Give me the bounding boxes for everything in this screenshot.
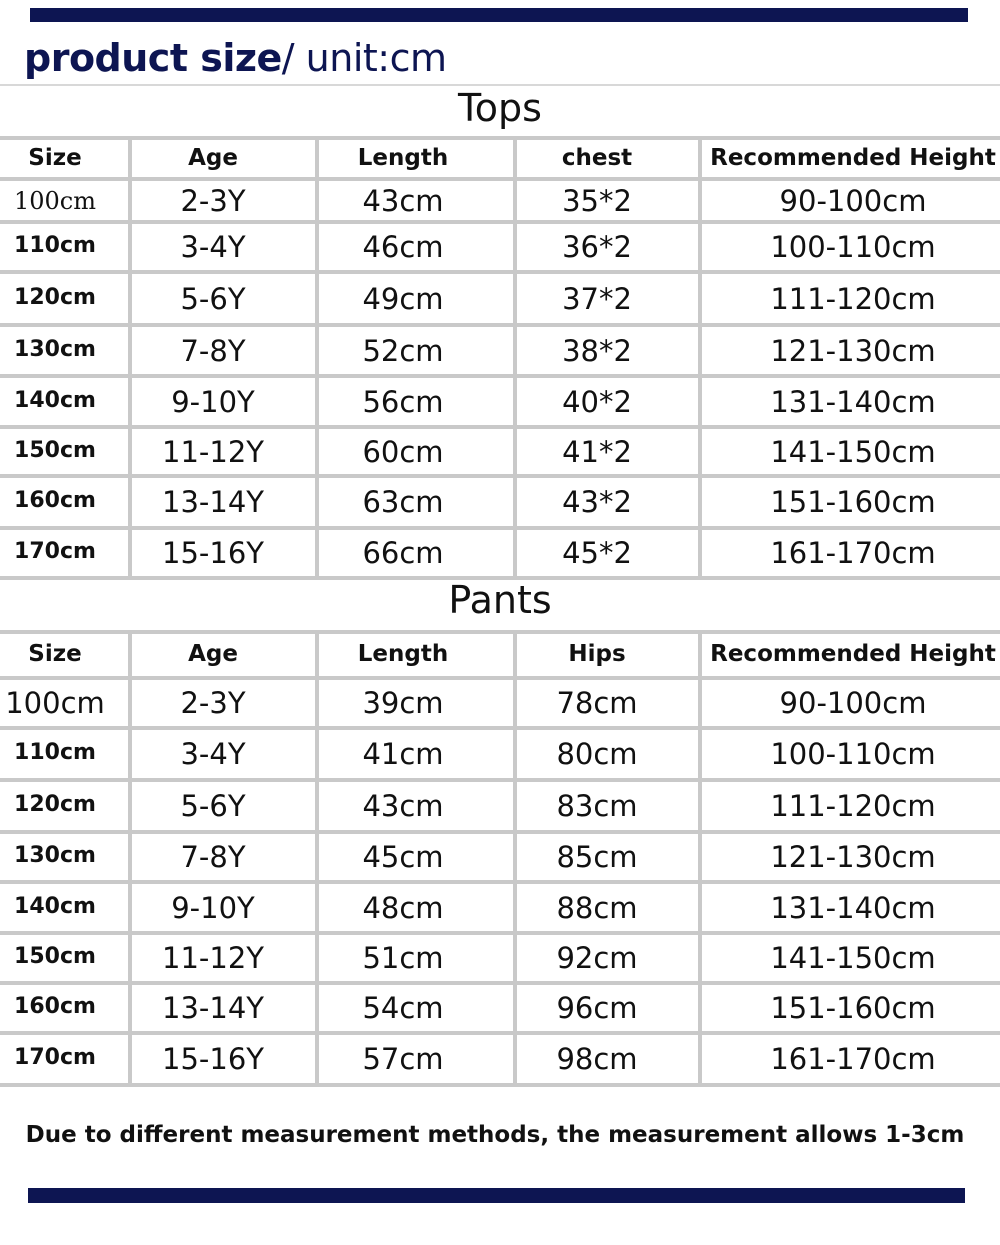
pants-header-measure: Hips — [568, 641, 626, 667]
tops-cell-size: 170cm — [14, 539, 96, 564]
pants-cell-age: 9-10Y — [171, 890, 255, 925]
tops-cell-measure: 38*2 — [562, 333, 632, 368]
tops-cell-age: 3-4Y — [180, 230, 246, 264]
tops-cell-size: 100cm — [13, 186, 97, 215]
tops-cell-length: 60cm — [362, 434, 444, 469]
pants-cell-recommended-height: 100-110cm — [770, 737, 936, 771]
tops-header-length: Length — [357, 144, 449, 171]
tops-header-measure: chest — [561, 144, 633, 171]
pants-cell-size: 160cm — [14, 994, 96, 1019]
pants-cell-measure: 80cm — [556, 737, 638, 771]
tops-cell-length: 52cm — [362, 333, 444, 368]
tops-header-size: Size — [28, 144, 82, 171]
tops-cell-recommended-height: 161-170cm — [770, 536, 936, 570]
tops-cell-length: 43cm — [362, 183, 444, 218]
pants-cell-length: 57cm — [362, 1042, 444, 1076]
pants-cell-measure: 83cm — [556, 789, 638, 823]
pants-column-divider — [513, 630, 517, 1087]
tops-cell-age: 7-8Y — [180, 333, 246, 368]
pants-row-divider — [0, 931, 1000, 935]
tops-header-age: Age — [188, 144, 238, 171]
tops-cell-age: 13-14Y — [162, 485, 264, 519]
pants-cell-age: 7-8Y — [180, 840, 246, 874]
tops-cell-measure: 40*2 — [562, 384, 632, 419]
pants-cell-measure: 96cm — [556, 991, 638, 1025]
pants-title: Pants — [448, 578, 552, 622]
tops-cell-measure: 43*2 — [562, 485, 632, 519]
pants-cell-recommended-height: 131-140cm — [770, 890, 936, 925]
tops-cell-age: 2-3Y — [180, 183, 246, 218]
pants-cell-recommended-height: 141-150cm — [770, 941, 936, 975]
tops-cell-recommended-height: 131-140cm — [770, 384, 936, 419]
pants-header-recommended-height: Recommended Height — [710, 641, 996, 667]
pants-cell-recommended-height: 121-130cm — [770, 840, 936, 874]
pants-cell-size: 150cm — [14, 944, 96, 969]
pants-cell-size: 120cm — [14, 792, 96, 817]
tops-cell-recommended-height: 141-150cm — [770, 434, 936, 469]
pants-row-divider — [0, 630, 1000, 634]
pants-cell-age: 3-4Y — [180, 737, 246, 771]
pants-cell-size: 100cm — [5, 686, 105, 720]
pants-column-divider — [128, 630, 132, 1087]
tops-cell-recommended-height: 90-100cm — [779, 183, 927, 218]
pants-cell-age: 13-14Y — [162, 991, 264, 1025]
tops-cell-length: 49cm — [362, 281, 444, 316]
tops-cell-recommended-height: 151-160cm — [770, 485, 936, 519]
page-title-unit: / unit:cm — [281, 36, 447, 80]
pants-cell-length: 39cm — [362, 686, 444, 720]
pants-row-divider — [0, 778, 1000, 782]
pants-row-divider — [0, 676, 1000, 680]
pants-cell-measure: 88cm — [556, 890, 638, 925]
pants-cell-size: 140cm — [14, 893, 96, 919]
pants-row-divider — [0, 1083, 1000, 1087]
tops-cell-size: 150cm — [14, 437, 96, 463]
tops-cell-measure: 36*2 — [562, 230, 632, 264]
pants-column-divider — [315, 630, 319, 1087]
pants-cell-recommended-height: 161-170cm — [770, 1042, 936, 1076]
tops-cell-recommended-height: 121-130cm — [770, 333, 936, 368]
tops-cell-length: 46cm — [362, 230, 444, 264]
tops-cell-size: 160cm — [14, 488, 96, 513]
tops-cell-length: 63cm — [362, 485, 444, 519]
tops-cell-size: 130cm — [14, 336, 96, 362]
pants-header-age: Age — [188, 641, 238, 667]
pants-cell-age: 5-6Y — [180, 789, 246, 823]
pants-header-size: Size — [28, 641, 82, 667]
pants-cell-age: 2-3Y — [180, 686, 246, 720]
pants-cell-length: 51cm — [362, 941, 444, 975]
tops-cell-size: 120cm — [14, 284, 96, 310]
pants-cell-size: 110cm — [14, 740, 96, 765]
pants-column-divider — [698, 630, 702, 1087]
tops-cell-measure: 35*2 — [562, 183, 632, 218]
pants-row-divider — [0, 981, 1000, 985]
page-title-main: product size — [24, 36, 282, 80]
measurement-note: Due to different measurement methods, the measurement allows 1-3cm — [25, 1122, 965, 1148]
pants-cell-length: 48cm — [362, 890, 444, 925]
tops-cell-age: 5-6Y — [180, 281, 246, 316]
tops-cell-length: 66cm — [362, 536, 444, 570]
pants-cell-measure: 85cm — [556, 840, 638, 874]
pants-cell-length: 41cm — [362, 737, 444, 771]
pants-row-divider — [0, 880, 1000, 884]
tops-cell-age: 11-12Y — [162, 434, 264, 469]
pants-cell-length: 43cm — [362, 789, 444, 823]
tops-cell-size: 110cm — [14, 233, 96, 258]
pants-cell-age: 15-16Y — [162, 1042, 264, 1076]
tops-title: Tops — [458, 86, 542, 130]
tops-cell-measure: 41*2 — [562, 434, 632, 469]
pants-row-divider — [0, 726, 1000, 730]
tops-cell-size: 140cm — [14, 387, 96, 413]
pants-cell-age: 11-12Y — [162, 941, 264, 975]
tops-header-recommended-height: Recommended Height — [710, 144, 996, 171]
pants-header-length: Length — [357, 641, 449, 667]
pants-cell-length: 54cm — [362, 991, 444, 1025]
tops-cell-age: 9-10Y — [171, 384, 255, 419]
tops-cell-length: 56cm — [362, 384, 444, 419]
pants-row-divider — [0, 830, 1000, 834]
pants-cell-recommended-height: 151-160cm — [770, 991, 936, 1025]
bottom-accent-bar — [28, 1188, 965, 1203]
tops-cell-measure: 37*2 — [562, 281, 632, 316]
pants-cell-measure: 92cm — [556, 941, 638, 975]
pants-cell-measure: 78cm — [556, 686, 638, 720]
tops-cell-age: 15-16Y — [162, 536, 264, 570]
pants-cell-measure: 98cm — [556, 1042, 638, 1076]
pants-cell-size: 170cm — [14, 1045, 96, 1070]
tops-cell-recommended-height: 111-120cm — [770, 281, 936, 316]
pants-row-divider — [0, 1031, 1000, 1035]
pants-cell-recommended-height: 111-120cm — [770, 789, 936, 823]
pants-cell-length: 45cm — [362, 840, 444, 874]
pants-cell-recommended-height: 90-100cm — [779, 686, 927, 720]
pants-cell-size: 130cm — [14, 843, 96, 868]
tops-cell-measure: 45*2 — [562, 536, 632, 570]
tops-cell-recommended-height: 100-110cm — [770, 230, 936, 264]
